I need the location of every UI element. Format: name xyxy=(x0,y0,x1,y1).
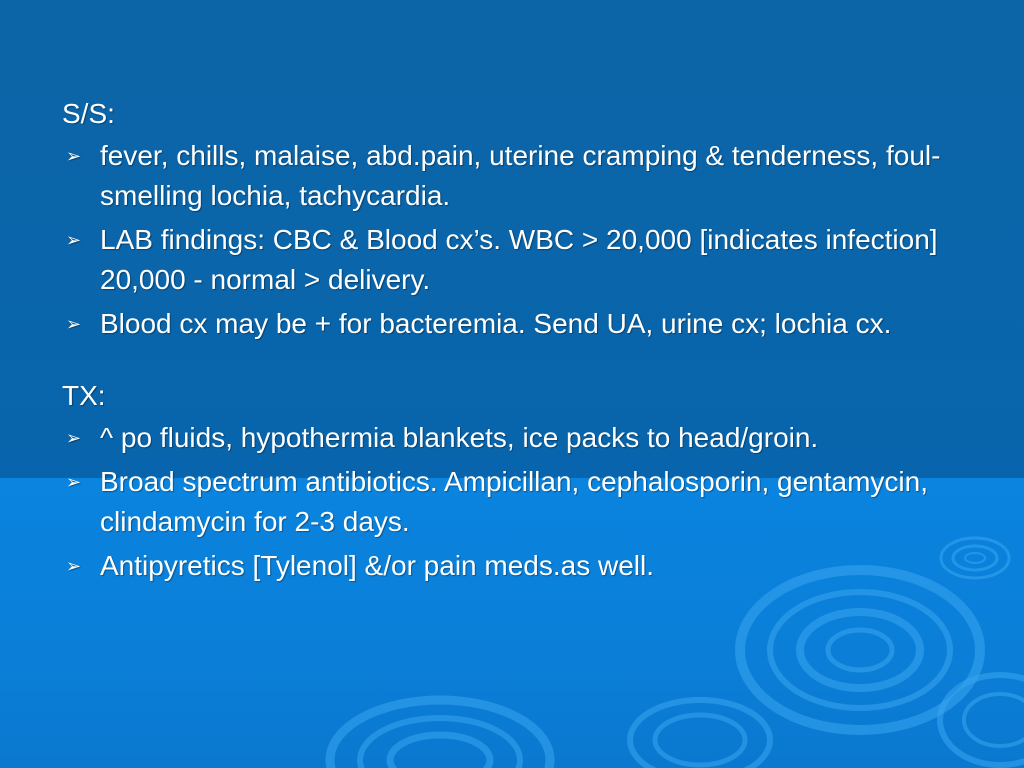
chevron-right-icon: ➢ xyxy=(66,230,82,250)
bullet-item xyxy=(62,546,962,586)
bullet-item xyxy=(62,462,962,542)
heading-tx: TX: xyxy=(62,380,106,411)
section-tx xyxy=(62,378,962,586)
bullet-text: Antipyretics [Tylenol] &/or pain meds.as well. xyxy=(100,550,655,581)
bullet-text: Broad spectrum antibiotics. Ampicillan, cephalosporin, gentamycin, clindamycin for 2-3 days. xyxy=(100,466,928,537)
section-ss xyxy=(62,96,962,344)
bullet-text: Blood cx may be + for bacteremia. Send UA, urine cx; lochia cx. xyxy=(100,308,892,339)
chevron-right-icon: ➢ xyxy=(66,314,82,334)
bullet-text: fever, chills, malaise, abd.pain, uterine cramping & tenderness, foul-smelling lochia, tachycardia. xyxy=(100,140,941,211)
bullet-list-tx xyxy=(62,418,962,586)
bullet-text: ^ po fluids, hypothermia blankets, ice packs to head/groin. xyxy=(100,422,819,453)
chevron-right-icon: ➢ xyxy=(66,472,82,492)
chevron-right-icon: ➢ xyxy=(66,556,82,576)
bullet-item xyxy=(62,418,962,458)
bullet-item xyxy=(62,220,962,300)
bullet-item xyxy=(62,136,962,216)
bullet-item xyxy=(62,304,962,344)
heading-ss: S/S: xyxy=(62,98,115,129)
bullet-text: LAB findings: CBC & Blood cx’s. WBC > 20,000 [indicates infection] 20,000 - normal > delivery. xyxy=(100,224,938,295)
chevron-right-icon: ➢ xyxy=(66,428,82,448)
chevron-right-icon: ➢ xyxy=(66,146,82,166)
bullet-list-ss xyxy=(62,136,962,344)
slide-content xyxy=(62,96,962,590)
